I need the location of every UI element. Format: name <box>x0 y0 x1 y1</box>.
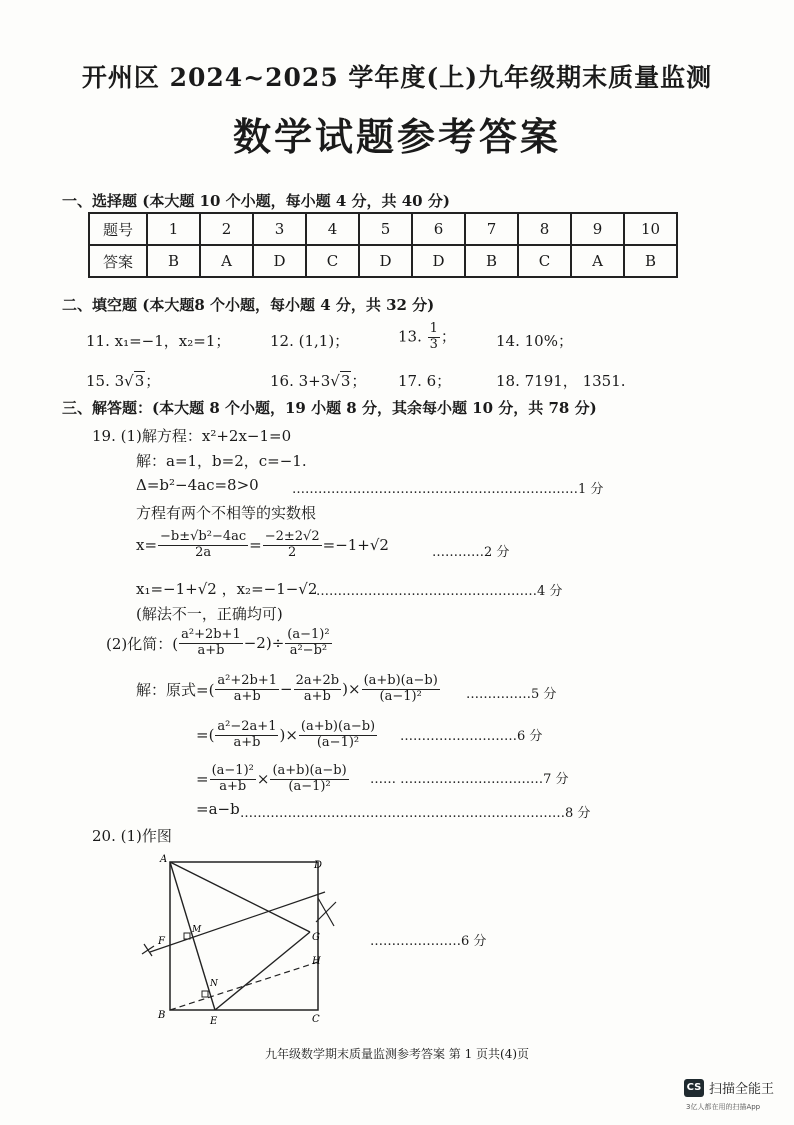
table-cell: 9 <box>571 213 624 245</box>
fraction <box>215 674 279 705</box>
camscanner-logo-icon: CS <box>684 1079 704 1097</box>
fraction <box>158 530 248 561</box>
answer-14: 14. 10%； <box>496 332 573 350</box>
fraction-numerator: a²+2b+1 <box>181 627 241 642</box>
right-angle-mark-n <box>202 991 208 997</box>
fraction-numerator: (a−1)² <box>287 627 330 642</box>
fraction-denominator: a+b <box>197 642 225 658</box>
score-mark: …………………………………………………………1 分 <box>292 482 604 497</box>
q19-step1: 解：a=1，b=2，c=−1. <box>136 452 307 470</box>
step-text: − <box>280 680 293 699</box>
fraction <box>210 764 256 795</box>
table-cell: D <box>359 245 412 277</box>
score-mark: …………………………………………………………………8 分 <box>240 806 591 821</box>
fraction-numerator: (a+b)(a−b) <box>272 763 347 778</box>
point-label-b: B <box>158 1010 166 1021</box>
answer-13 <box>398 322 456 353</box>
fraction-numerator: a²+2b+1 <box>217 673 278 688</box>
fraction-numerator: −b±√b²−4ac <box>160 529 247 544</box>
answer-16-suffix: ； <box>351 372 367 390</box>
fraction-denominator: (a−1)² <box>316 734 360 750</box>
compass-arc-mark <box>316 898 336 926</box>
step-text: )× <box>342 680 361 699</box>
answer-15-suffix: ； <box>145 372 161 390</box>
table-row-numbers <box>89 213 677 245</box>
step-text: )× <box>279 726 298 745</box>
table-cell: 10 <box>624 213 677 245</box>
fraction-denominator: 2 <box>288 544 297 560</box>
compass-arc-mark <box>142 944 154 956</box>
segment-eg <box>215 932 310 1010</box>
q19-step3: 方程有两个不相等的实数根 <box>136 504 317 522</box>
table-cell: D <box>412 245 465 277</box>
fraction-numerator: (a+b)(a−b) <box>363 673 438 688</box>
q19-note: (解法不一，正确均可) <box>136 605 283 623</box>
q19-step5: x₁=−1+√2 ，x₂=−1−√2 <box>136 580 318 598</box>
fraction <box>294 674 342 705</box>
table-cell: B <box>624 245 677 277</box>
answer-13-prefix: 13. <box>398 327 422 346</box>
table-cell: 7 <box>465 213 518 245</box>
answer-18: 18. 7191， 1351. <box>496 372 626 390</box>
q19-part1: 19. (1)解方程：x²+2x−1=0 <box>92 427 292 445</box>
table-cell: 3 <box>253 213 306 245</box>
section1-heading: 一、选择题 (本大题 10 个小题，每小题 4 分，共 40 分) <box>62 192 450 210</box>
answer-15-prefix: 15. 3 <box>86 372 125 390</box>
fraction-numerator: (a+b)(a−b) <box>300 719 376 734</box>
radicand: 3 <box>134 372 145 390</box>
fraction <box>362 674 440 705</box>
geometry-figure <box>140 852 370 1032</box>
point-label-e: E <box>210 1016 218 1027</box>
point-label-n: N <box>210 979 218 989</box>
fraction-denominator: a+b <box>303 688 331 704</box>
score-mark: ………………………6 分 <box>400 729 543 744</box>
point-label-c: C <box>312 1014 320 1025</box>
exam-title: 开州区 2024~2025 学年度(上)九年级期末质量监测 <box>81 63 713 92</box>
scanner-app-tagline: 3亿人都在用的扫描App <box>686 1103 761 1111</box>
score-mark: ……………………………………………4 分 <box>316 584 563 599</box>
perpendicular-bisector <box>150 892 325 952</box>
fraction-numerator: −2±2√2 <box>264 529 320 544</box>
fraction-numerator: 1 <box>429 321 438 336</box>
step-text: x= <box>136 536 158 555</box>
section3-heading: 三、解答题：(本大题 8 个小题，19 小题 8 分，其余每小题 10 分，共 78 分) <box>62 399 597 417</box>
fraction <box>179 628 243 659</box>
fraction <box>285 628 331 659</box>
fraction <box>428 322 440 353</box>
fraction-denominator: a+b <box>233 688 261 704</box>
q20-part1: 20. (1)作图 <box>92 827 172 845</box>
table-header-cell: 题号 <box>89 213 147 245</box>
scanner-watermark <box>684 1078 774 1097</box>
score-mark: …………2 分 <box>432 545 510 560</box>
fraction-numerator: a²−2a+1 <box>217 719 277 734</box>
table-cell: A <box>571 245 624 277</box>
fraction-denominator: a²−b² <box>289 642 328 658</box>
point-label-a: A <box>160 854 168 865</box>
table-header-cell: 答案 <box>89 245 147 277</box>
fraction <box>263 530 322 561</box>
answer-12: 12. (1,1)； <box>270 332 350 350</box>
answer-17: 17. 6； <box>398 372 452 390</box>
table-row-answers <box>89 245 677 277</box>
step-text: =−1+√2 <box>322 536 389 555</box>
point-label-h: H <box>312 956 321 967</box>
q19-solution-step2 <box>196 720 378 751</box>
score-mark: …………………6 分 <box>370 934 487 949</box>
fraction-denominator: a+b <box>233 734 261 750</box>
fraction-numerator: 2a+2b <box>295 673 340 688</box>
table-cell: 2 <box>200 213 253 245</box>
step-text: × <box>256 770 270 789</box>
scanner-app-name: 扫描全能王 <box>709 1082 775 1097</box>
q19-solution-step1 <box>136 674 441 705</box>
table-cell: 5 <box>359 213 412 245</box>
point-label-g: G <box>312 932 320 943</box>
fraction <box>215 720 278 751</box>
point-label-f: F <box>158 936 165 947</box>
radicand: 3 <box>340 372 351 390</box>
section2-heading: 二、填空题 (本大题8 个小题，每小题 4 分，共 32 分) <box>62 296 435 314</box>
step-text: = <box>196 770 209 789</box>
answer-16-prefix: 16. 3+3 <box>270 372 331 390</box>
table-cell: 8 <box>518 213 571 245</box>
fraction-denominator: (a−1)² <box>379 688 422 704</box>
point-label-m: M <box>192 925 202 935</box>
q19-step4 <box>136 530 389 561</box>
segment-ae <box>170 862 215 1010</box>
table-cell: C <box>306 245 359 277</box>
answer-11: 11. x₁=−1，x₂=1； <box>86 332 231 350</box>
fraction <box>299 720 377 751</box>
fraction-denominator: (a−1)² <box>288 778 331 794</box>
answer-table <box>88 212 678 278</box>
table-cell: 6 <box>412 213 465 245</box>
step-text: =( <box>196 726 215 745</box>
fraction-numerator: (a−1)² <box>211 763 254 778</box>
table-cell: 4 <box>306 213 359 245</box>
q19-solution-step4: =a−b <box>196 800 240 818</box>
score-mark: ……………5 分 <box>466 687 557 702</box>
q19-solution-step3 <box>196 764 350 795</box>
score-mark: …… ……………………………7 分 <box>370 772 569 787</box>
table-cell: C <box>518 245 571 277</box>
table-cell: 1 <box>147 213 200 245</box>
step-text: 解：原式=( <box>136 680 215 699</box>
table-cell: B <box>465 245 518 277</box>
q19-part2 <box>106 628 333 659</box>
answer-16: 16. 3+3√3； <box>270 372 367 390</box>
fraction-denominator: 3 <box>429 336 438 352</box>
answer-13-suffix: ； <box>440 327 456 346</box>
table-cell: B <box>147 245 200 277</box>
table-cell: D <box>253 245 306 277</box>
point-label-d: D <box>314 860 323 871</box>
step-text: (2)化简：( <box>106 634 179 653</box>
table-cell: A <box>200 245 253 277</box>
answer-key-title: 数学试题参考答案 <box>232 114 561 159</box>
step-text: −2)÷ <box>243 634 285 653</box>
fraction-denominator: 2a <box>195 544 212 560</box>
fraction-denominator: a+b <box>219 778 247 794</box>
q19-step2: Δ=b²−4ac=8>0 <box>136 476 259 494</box>
fraction <box>270 764 348 795</box>
answer-15: 15. 3√3； <box>86 372 161 390</box>
page-footer: 九年级数学期末质量监测参考答案 第 1 页共(4)页 <box>264 1047 530 1061</box>
step-text: = <box>249 536 262 555</box>
